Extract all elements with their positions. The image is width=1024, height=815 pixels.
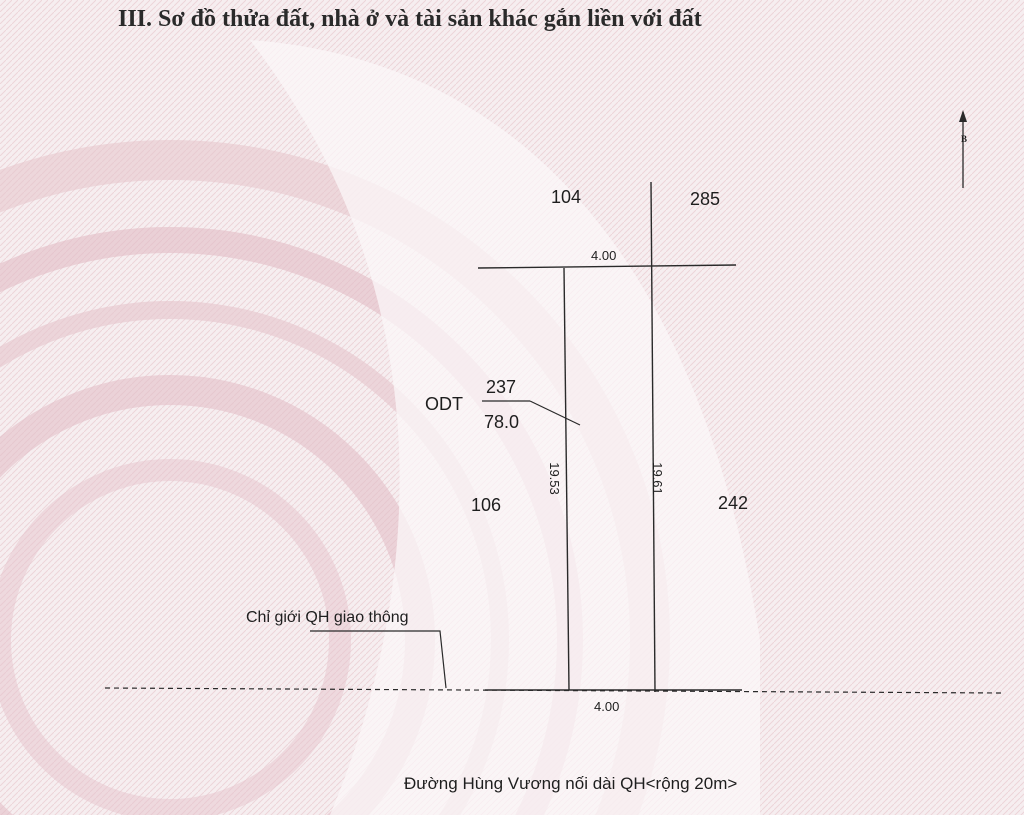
left-boundary-line (564, 268, 569, 690)
parcel-label-leader (530, 401, 580, 425)
section-title: III. Sơ đồ thửa đất, nhà ở và tài sản khác gắn liền với đất (118, 6, 702, 32)
neighbor-parcel-285: 285 (690, 189, 721, 209)
right-boundary-line (651, 182, 655, 692)
top-edge-length: 4.00 (591, 248, 617, 263)
road-label: Đường Hùng Vương nối dài QH<rộng 20m> (404, 774, 738, 793)
parcel-number: 237 (486, 377, 517, 397)
neighbor-parcel-106: 106 (471, 495, 502, 515)
top-boundary-line (478, 265, 736, 268)
boundary-label-leader (310, 631, 446, 688)
traffic-boundary-label: Chỉ giới QH giao thông (246, 609, 409, 626)
north-letter: B (961, 134, 968, 144)
north-arrow-icon (959, 110, 967, 188)
neighbor-parcel-242: 242 (718, 493, 749, 513)
bottom-edge-length: 4.00 (594, 699, 620, 714)
neighbor-parcel-104: 104 (551, 187, 582, 207)
parcel-area: 78.0 (484, 412, 520, 432)
left-edge-length: 19.53 (546, 462, 562, 495)
land-use-code: ODT (425, 394, 463, 414)
right-edge-length: 19.61 (649, 462, 665, 495)
